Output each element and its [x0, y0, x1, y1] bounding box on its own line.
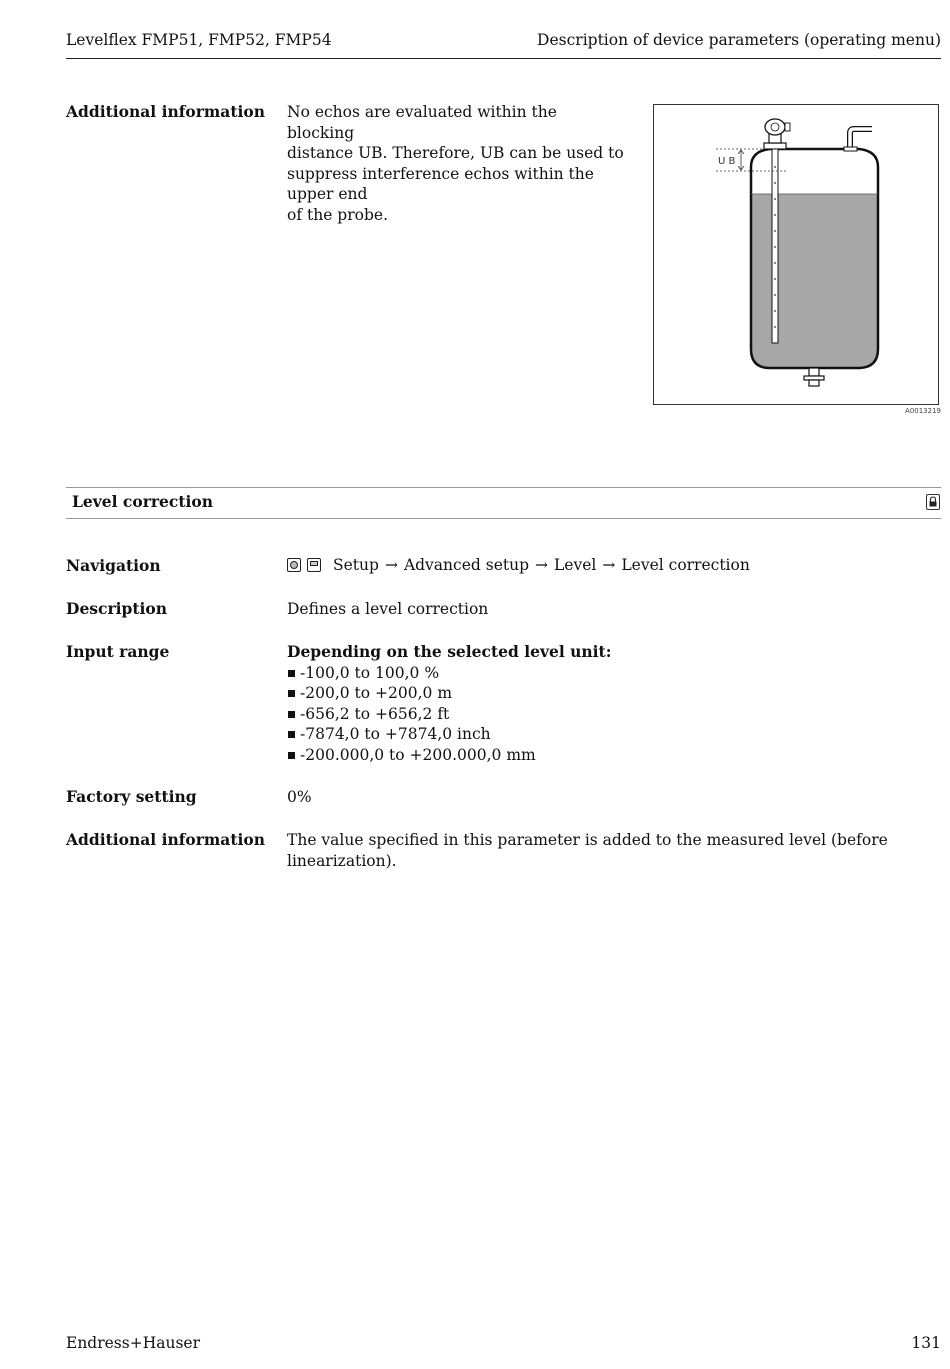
- ub-label: U B: [718, 156, 736, 167]
- list-item: -200,0 to +200,0 m: [287, 683, 611, 704]
- section-title: Level correction: [72, 492, 213, 511]
- blocking-info-line: distance UB. Therefore, UB can be used to: [287, 144, 624, 162]
- footer-brand: Endress+Hauser: [66, 1334, 200, 1352]
- description-value: Defines a level correction: [287, 600, 489, 618]
- inlet-pipe: [850, 129, 872, 149]
- header-rule: [66, 58, 941, 59]
- lock-icon-glyph: [927, 495, 939, 509]
- nav-step-setup: Setup: [333, 556, 379, 574]
- input-range-value: [287, 642, 611, 765]
- device-head: [765, 119, 785, 135]
- outlet-flange: [804, 376, 824, 380]
- additional-info-value: The value specified in this parameter is added to the measured level (before linearization).: [287, 831, 888, 870]
- factory-setting-value: 0%: [287, 788, 312, 806]
- outlet-pipe: [809, 380, 819, 386]
- nav-arrow: →: [535, 556, 548, 574]
- display-menu-icon: [307, 558, 321, 572]
- blocking-info-label: Additional information: [66, 102, 266, 121]
- factory-setting-label: Factory setting: [66, 787, 197, 806]
- nav-step-level-correction: Level correction: [621, 556, 750, 574]
- header-product: Levelflex FMP51, FMP52, FMP54: [66, 31, 332, 49]
- inlet-flange: [844, 147, 857, 151]
- list-item: -7874,0 to +7874,0 inch: [287, 724, 611, 745]
- blocking-info-line: suppress interference echos within the upper end: [287, 164, 594, 203]
- section-rule-bottom: [66, 518, 941, 519]
- input-range-label: Input range: [66, 642, 170, 661]
- blocking-info-line: of the probe.: [287, 205, 388, 224]
- list-item: -656,2 to +656,2 ft: [287, 704, 611, 725]
- header-chapter: Description of device parameters (operating menu): [537, 31, 941, 49]
- list-item: -100,0 to 100,0 %: [287, 663, 611, 684]
- nav-step-level: Level: [554, 556, 597, 574]
- liquid-fill: [751, 194, 878, 368]
- section-rule-top: [66, 487, 941, 488]
- blocking-info-text: [287, 102, 627, 225]
- blocking-info-line: No echos are evaluated within the blocking: [287, 103, 557, 142]
- tank-figure: [653, 104, 939, 405]
- additional-info-label: Additional information: [66, 830, 266, 849]
- figure-id: A0013219: [905, 407, 941, 415]
- device-flange: [764, 143, 786, 149]
- navigation-path: [287, 556, 750, 574]
- nav-arrow: →: [384, 556, 398, 574]
- description-label: Description: [66, 599, 168, 618]
- nav-step-advanced-setup: Advanced setup: [403, 556, 529, 574]
- tank-diagram: [654, 105, 938, 404]
- page-number: 131: [911, 1334, 941, 1352]
- expert-menu-icon: [287, 558, 301, 572]
- outlet-neck: [809, 368, 819, 376]
- list-item: -200.000,0 to +200.000,0 mm: [287, 745, 611, 766]
- nav-arrow: →: [602, 556, 616, 574]
- input-range-list: [287, 663, 611, 766]
- input-range-heading: Depending on the selected level unit:: [287, 642, 612, 661]
- device-cable-entry: [785, 123, 790, 131]
- probe-rod: [772, 149, 778, 343]
- lock-icon: [926, 494, 940, 510]
- navigation-label: Navigation: [66, 556, 161, 575]
